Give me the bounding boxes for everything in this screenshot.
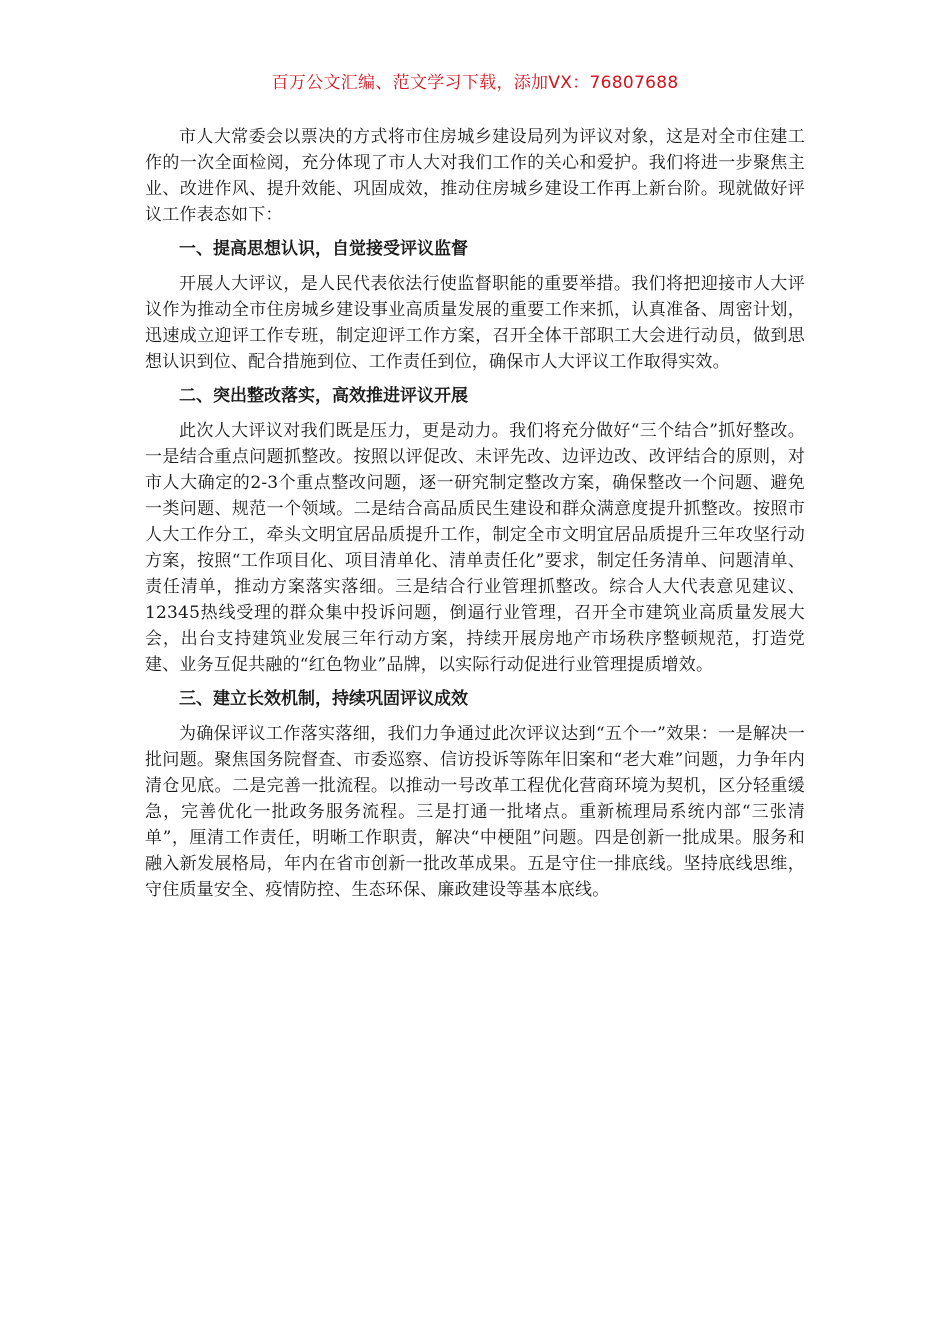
section-body-3: 为确保评议工作落实落细，我们力争通过此次评议达到“五个一”效果：一是解决一批问题。聚焦国务院督查、市委巡察、信访投诉等陈年旧案和“老大难”问题，力争年内清仓见底。二是完善一批流程。以推动一号改革工程优化营商环境为契机，区分轻重缓急，完善优化一批政务服务流程。三是打通一批堵点。重新梳理局系统内部“三张清单”，厘清工作责任，明晰工作职责，解决“中梗阻”问题。四是创新一批成果。服务和融入新发展格局，年内在省市创新一批改革成果。五是守住一排底线。坚持底线思维，守住质量安全、疫情防控、生态环保、廉政建设等基本底线。 bbox=[145, 724, 805, 900]
document-body bbox=[145, 124, 805, 903]
intro-paragraph: 市人大常委会以票决的方式将市住房城乡建设局列为评议对象，这是对全市住建工作的一次全面检阅，充分体现了市人大对我们工作的关心和爱护。我们将进一步聚焦主业、改进作风、提升效能、巩固成效，推动住房城乡建设工作再上新台阶。现就做好评议工作表态如下： bbox=[145, 127, 805, 225]
section-body-1: 开展人大评议，是人民代表依法行使监督职能的重要举措。我们将把迎接市人大评议作为推动全市住房城乡建设事业高质量发展的重要工作来抓，认真准备、周密计划，迅速成立迎评工作专班，制定迎评工作方案，召开全体干部职工大会进行动员，做到思想认识到位、配合措施到位、工作责任到位，确保市人大评议工作取得实效。 bbox=[145, 274, 805, 372]
section-body-2: 此次人大评议对我们既是压力，更是动力。我们将充分做好“三个结合”抓好整改。一是结合重点问题抓整改。按照以评促改、未评先改、边评边改、改评结合的原则，对市人大确定的2-3个重点整改问题，逐一研究制定整改方案，确保整改一个问题、避免一类问题、规范一个领域。二是结合高品质民生建设和群众满意度提升抓整改。按照市人大工作分工，牵头文明宜居品质提升工作，制定全市文明宜居品质提升三年攻坚行动方案，按照“工作项目化、项目清单化、清单责任化”要求，制定任务清单、问题清单、责任清单，推动方案落实落细。三是结合行业管理抓整改。综合人大代表意见建议、12345热线受理的群众集中投诉问题，倒逼行业管理，召开全市建筑业高质量发展大会，出台支持建筑业发展三年行动方案，持续开展房地产市场秩序整顿规范，打造党建、业务互促共融的“红色物业”品牌，以实际行动促进行业管理提质增效。 bbox=[145, 421, 805, 675]
section-heading-2: 二、突出整改落实，高效推进评议开展 bbox=[179, 386, 468, 406]
section-heading-1: 一、提高思想认识，自觉接受评议监督 bbox=[179, 239, 468, 259]
section-heading-3: 三、建立长效机制，持续巩固评议成效 bbox=[179, 689, 468, 709]
header-note: 百万公文汇编、范文学习下载，添加VX：76807688 bbox=[271, 73, 679, 93]
